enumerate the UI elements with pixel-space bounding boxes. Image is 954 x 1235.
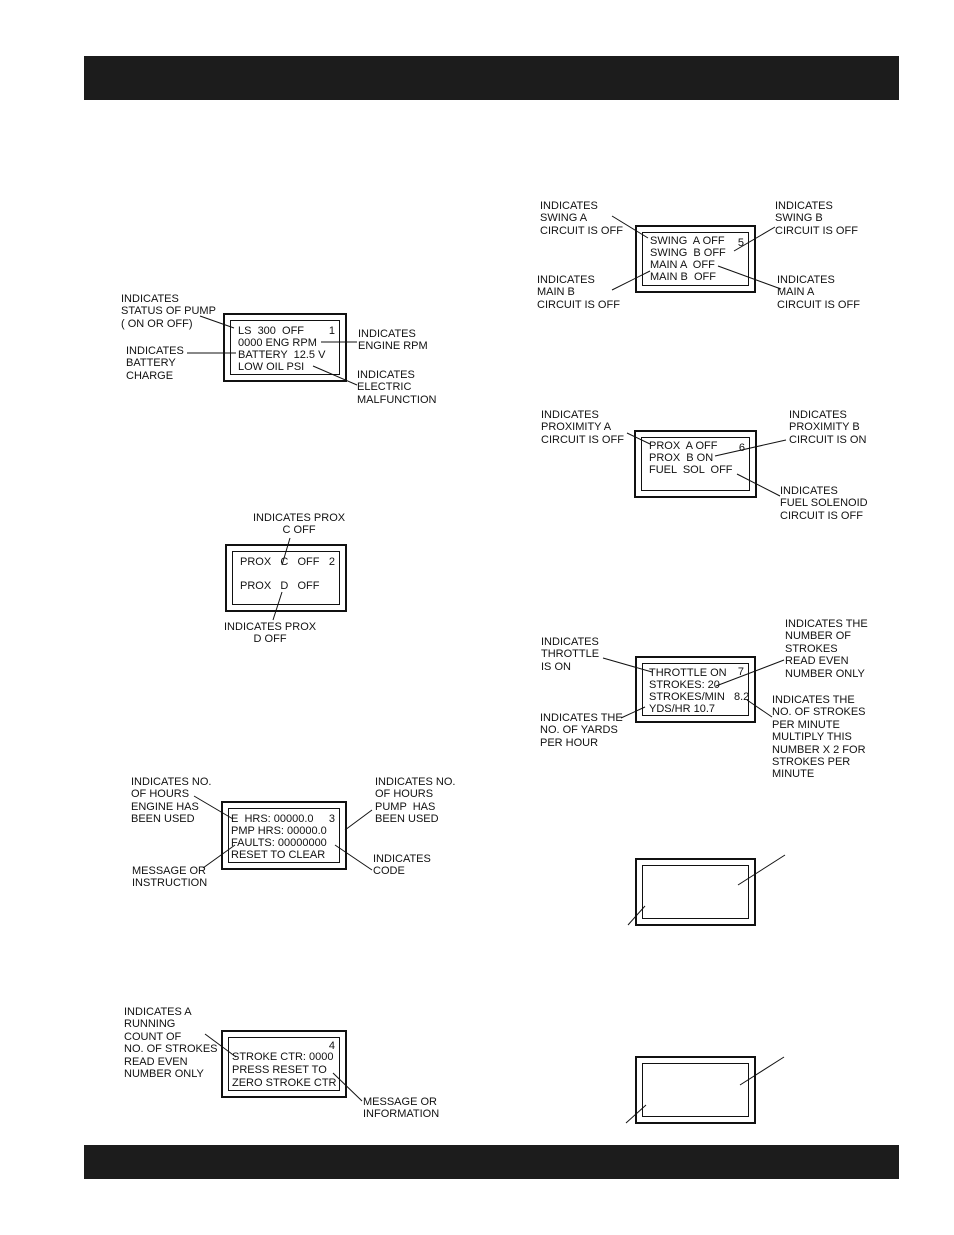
panel-row: THROTTLE ON [649,667,727,679]
label-proximity-b: INDICATES PROXIMITY B CIRCUIT IS ON [789,409,867,446]
label-battery-charge: INDICATES BATTERY CHARGE [126,345,184,382]
panel-row: YDS/HR 10.7 [649,703,716,715]
label-stroke-count: INDICATES A RUNNING COUNT OF NO. OF STROKES READ EVEN NUMBER ONLY [124,1006,218,1081]
label-yards-per-hour: INDICATES THE NO. OF YARDS PER HOUR [540,712,623,749]
panel-row: MAIN B OFF [650,271,716,283]
panel-row: PROX D OFF [240,580,320,592]
panel-row: LS 300 OFF [238,325,305,337]
panel-row: PROX A OFF [649,440,718,452]
label-throttle: INDICATES THROTTLE IS ON [541,636,600,673]
panel-number: 6 [738,442,745,454]
label-proximity-a: INDICATES PROXIMITY A CIRCUIT IS OFF [541,409,624,446]
label-main-a: INDICATES MAIN A CIRCUIT IS OFF [777,274,860,311]
label-prox-d: INDICATES PROX D OFF [224,621,317,646]
label-code: INDICATES CODE [373,853,431,878]
label-pump-hours: INDICATES NO. OF HOURS PUMP HAS BEEN USED [375,776,456,826]
label-strokes-per-minute: INDICATES THE NO. OF STROKES PER MINUTE MULTIPLY THIS NUMBER X 2 FOR STROKES PER MINUTE [772,694,866,781]
blank-panel-top [635,858,756,926]
display-panel-7 [635,656,756,723]
display-panel-6 [634,430,757,498]
panel-row: STROKE CTR: 0000 [232,1051,334,1063]
label-fuel-solenoid: INDICATES FUEL SOLENOID CIRCUIT IS OFF [780,485,868,522]
panel-number: 3 [328,813,335,825]
panel-number: 1 [328,325,335,337]
label-swing-a: INDICATES SWING A CIRCUIT IS OFF [540,200,623,237]
label-number-of-strokes: INDICATES THE NUMBER OF STROKES READ EVEN NUMBER ONLY [785,618,868,680]
panel-row: PMP HRS: 00000.0 [231,825,327,837]
display-panel-1 [223,313,347,382]
panel-bezel [642,1063,749,1117]
panel-row: PRESS RESET TO [232,1064,327,1076]
label-prox-c: INDICATES PROX C OFF [253,512,346,537]
display-panel-4 [221,1030,347,1098]
panel-row: LOW OIL PSI [238,361,305,373]
label-swing-b: INDICATES SWING B CIRCUIT IS OFF [775,200,858,237]
label-main-b: INDICATES MAIN B CIRCUIT IS OFF [537,274,620,311]
display-panel-3 [221,801,347,870]
panel-row: MAIN A OFF [650,259,715,271]
panel-row: ZERO STROKE CTR [232,1077,337,1089]
panel-row: SWING A OFF [650,235,725,247]
blank-panel-bottom [635,1056,756,1124]
panel-row: SWING B OFF [650,247,726,259]
panel-row: PROX C OFF [240,556,320,568]
panel-row: RESET TO CLEAR [231,849,326,861]
panel-row: E HRS: 00000.0 [231,813,314,825]
panel-number: 5 [737,237,744,249]
panel-row: STROKES/MIN 8.2 [649,691,750,703]
label-electric-malfunction: INDICATES ELECTRIC MALFUNCTION [357,369,437,406]
panel-row: 0000 ENG RPM [238,337,317,349]
panel-number: 4 [328,1040,335,1052]
panel-row: PROX B ON [649,452,714,464]
panel-row: FAULTS: 00000000 [231,837,327,849]
label-message-information: MESSAGE OR INFORMATION [363,1096,440,1121]
panel-row: BATTERY 12.5 V [238,349,326,361]
panel-number: 7 [737,666,744,678]
display-panel-5 [635,225,756,293]
label-pump-status: INDICATES STATUS OF PUMP ( ON OR OFF) [121,293,216,330]
footer-bar [84,1145,899,1179]
panel-row: STROKES: 20 [649,679,720,691]
header-bar [84,56,899,100]
display-panel-2 [225,544,347,612]
panel-row: FUEL SOL OFF [649,464,733,476]
label-engine-hours: INDICATES NO. OF HOURS ENGINE HAS BEEN USED [131,776,212,826]
panel-number: 2 [328,556,335,568]
panel-bezel [642,865,749,919]
label-engine-rpm: INDICATES ENGINE RPM [358,328,428,353]
label-message-instruction: MESSAGE OR INSTRUCTION [132,865,208,890]
